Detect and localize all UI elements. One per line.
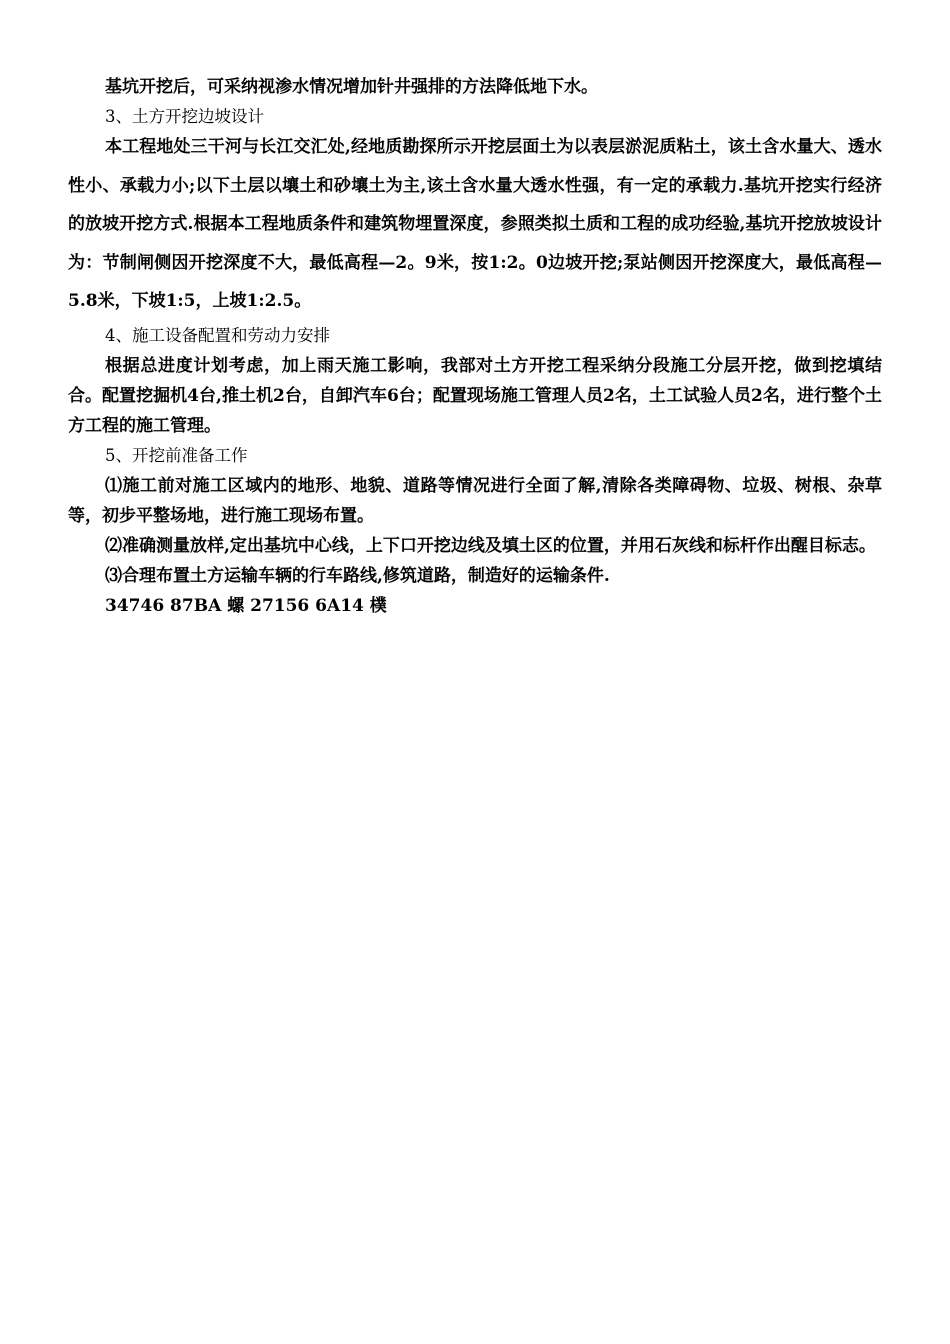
list-item-surveying: ⑵准确测量放样,定出基坑中心线，上下口开挖边线及填土区的位置，并用石灰线和标杆作出醒目标志。 — [105, 535, 876, 556]
document-code-line: 34746 87BA 螺 27156 6A14 樸 — [105, 595, 387, 616]
document-body — [68, 72, 882, 621]
list-item-site-survey: ⑴施工前对施工区域内的地形、地貌、道路等情况进行全面了解,清除各类障碍物、垃圾、树根、杂草等，初步平整场地，进行施工现场布置。 — [68, 475, 882, 526]
section-heading-slope-design: 3、土方开挖边坡设计 — [105, 107, 264, 126]
paragraph-equipment: 根据总进度计划考虑，加上雨天施工影响，我部对土方开挖工程采纳分段施工分层开挖，做到挖填结合。配置挖掘机4台,推土机2台，自卸汽车6台；配置现场施工管理人员2名，土工试验人员2名，进行整个土方工程的施工管理。 — [68, 355, 882, 436]
section-heading-preparation: 5、开挖前准备工作 — [105, 445, 248, 465]
list-item-transport-route: ⑶合理布置土方运输车辆的行车路线,修筑道路，制造好的运输条件. — [105, 565, 610, 586]
paragraph-drainage: 基坑开挖后，可采纳视渗水情况增加针井强排的方法降低地下水。 — [105, 77, 598, 97]
paragraph-slope-design: 本工程地处三干河与长江交汇处,经地质勘探所示开挖层面土为以表层淤泥质粘土，该土含水量大、透水性小、承载力小;以下土层以壤土和砂壤土为主,该土含水量大透水性强，有一定的承载力.基坑开挖实行经济的放坡开挖方式.根据本工程地质条件和建筑物埋置深度，参照类拟土质和工程的成功经验,基坑开挖放坡设计为：节制闸侧因开挖深度不大，最低高程—2。9米，按1:2。0边坡开挖;泵站侧因开挖深度大，最低高程—5.8米，下坡1:5，上坡1:2.5。 — [68, 137, 882, 311]
section-heading-equipment: 4、施工设备配置和劳动力安排 — [105, 325, 330, 345]
